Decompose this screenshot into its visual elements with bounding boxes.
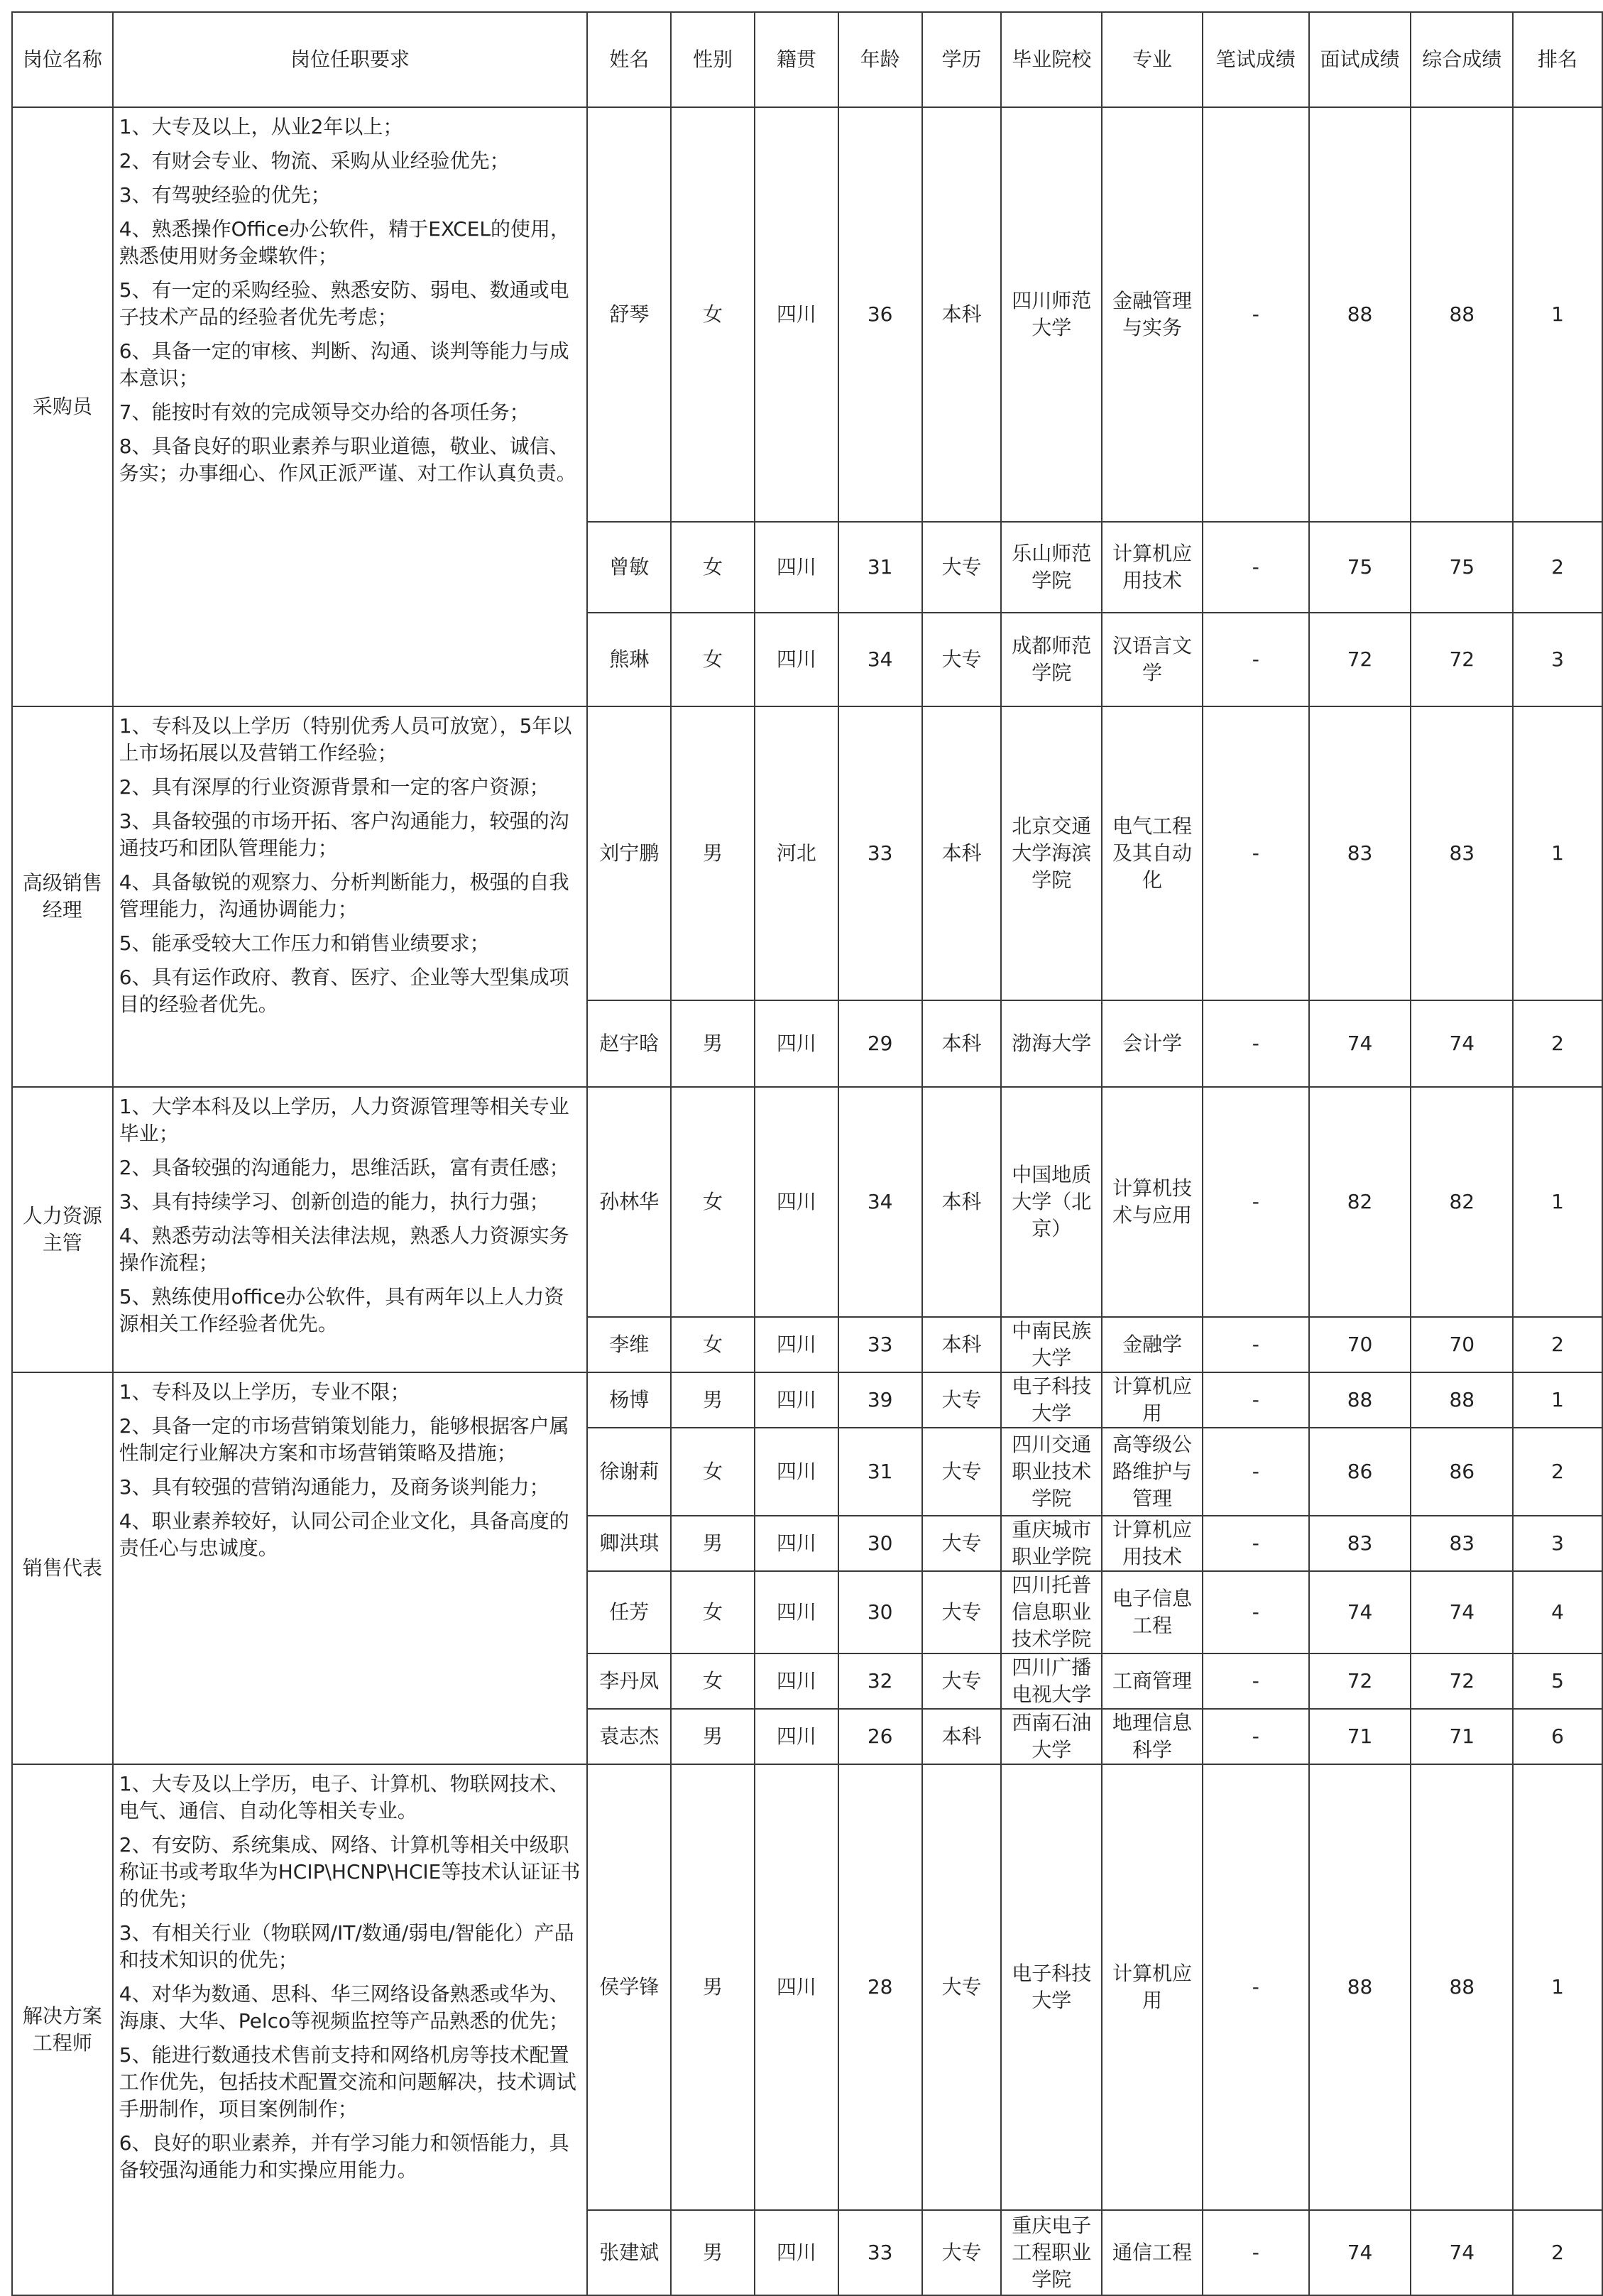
origin: 四川 [755, 613, 838, 706]
gender: 男 [671, 706, 755, 1000]
major: 计算机技术与应用 [1102, 1087, 1203, 1317]
education: 本科 [922, 107, 1002, 522]
table-row [12, 1087, 1602, 1317]
education: 大专 [922, 1428, 1002, 1516]
gender: 女 [671, 1428, 755, 1516]
rank: 2 [1513, 2210, 1602, 2295]
total-score: 83 [1411, 706, 1513, 1000]
requirement-item: 2、具备一定的市场营销策划能力，能够根据客户属性制定行业解决方案和市场营销策略及措施； [119, 1414, 569, 1465]
major: 计算机应用 [1102, 1372, 1203, 1428]
age: 30 [838, 1516, 922, 1571]
rank: 2 [1513, 1428, 1602, 1516]
age: 33 [838, 2210, 922, 2295]
major: 工商管理 [1102, 1653, 1203, 1709]
candidate-name: 舒琴 [587, 107, 671, 522]
interview-score: 75 [1309, 522, 1411, 613]
written-score: - [1203, 1764, 1309, 2210]
rank: 1 [1513, 1087, 1602, 1317]
major: 金融学 [1102, 1317, 1203, 1372]
total-score: 82 [1411, 1087, 1513, 1317]
origin: 四川 [755, 1653, 838, 1709]
requirement-item: 2、有安防、系统集成、网络、计算机等相关中级职称证书或考取华为HCIP\HCNP\HCIE等技术认证证书的优先； [119, 1833, 581, 1910]
requirement-item: 5、能进行数通技术售前支持和网络机房等技术配置工作优先，包括技术配置交流和问题解决，技术调试手册制作，项目案例制作； [119, 2043, 576, 2121]
candidate-name: 徐谢莉 [587, 1428, 671, 1516]
header-rank: 排名 [1513, 12, 1602, 107]
total-score: 88 [1411, 1372, 1513, 1428]
total-score: 86 [1411, 1428, 1513, 1516]
requirement-item: 8、具备良好的职业素养与职业道德，敬业、诚信、务实；办事细心、作风正派严谨、对工作认真负责。 [119, 434, 576, 485]
requirement-item: 2、具备较强的沟通能力，思维活跃，富有责任感； [119, 1156, 569, 1179]
education: 本科 [922, 1317, 1002, 1372]
written-score: - [1203, 1372, 1309, 1428]
major: 金融管理与实务 [1102, 107, 1203, 522]
education: 大专 [922, 2210, 1002, 2295]
interview-score: 70 [1309, 1317, 1411, 1372]
origin: 四川 [755, 2210, 838, 2295]
candidate-name: 任芳 [587, 1571, 671, 1653]
origin: 四川 [755, 1317, 838, 1372]
major: 计算机应用技术 [1102, 522, 1203, 613]
requirement-item: 1、专科及以上学历，专业不限； [119, 1380, 410, 1404]
rank: 4 [1513, 1571, 1602, 1653]
requirement-item: 5、能承受较大工作压力和销售业绩要求； [119, 931, 490, 955]
rank: 3 [1513, 1516, 1602, 1571]
interview-score: 88 [1309, 1372, 1411, 1428]
major: 汉语言文学 [1102, 613, 1203, 706]
rank: 2 [1513, 522, 1602, 613]
total-score: 72 [1411, 1653, 1513, 1709]
written-score: - [1203, 1087, 1309, 1317]
education: 本科 [922, 1709, 1002, 1764]
position-requirements [113, 107, 588, 706]
origin: 四川 [755, 1428, 838, 1516]
table-body [12, 107, 1602, 2295]
major: 地理信息科学 [1102, 1709, 1203, 1764]
header-interview-score: 面试成绩 [1309, 12, 1411, 107]
requirement-item: 1、大专及以上学历，电子、计算机、物联网技术、电气、通信、自动化等相关专业。 [119, 1772, 569, 1822]
education: 本科 [922, 1087, 1002, 1317]
age: 39 [838, 1372, 922, 1428]
age: 34 [838, 1087, 922, 1317]
school: 西南石油大学 [1001, 1709, 1102, 1764]
age: 31 [838, 1428, 922, 1516]
position-name: 高级销售经理 [12, 706, 113, 1087]
requirement-item: 3、有驾驶经验的优先； [119, 183, 331, 207]
position-requirements [113, 1087, 588, 1372]
school: 乐山师范学院 [1001, 522, 1102, 613]
requirement-item: 3、有相关行业（物联网/IT/数通/弱电/智能化）产品和技术知识的优先； [119, 1921, 574, 1972]
header-written-score: 笔试成绩 [1203, 12, 1309, 107]
interview-score: 72 [1309, 613, 1411, 706]
interview-score: 74 [1309, 1000, 1411, 1087]
requirement-item: 1、专科及以上学历（特别优秀人员可放宽），5年以上市场拓展以及营销工作经验； [119, 714, 572, 765]
written-score: - [1203, 706, 1309, 1000]
school: 重庆电子工程职业学院 [1001, 2210, 1102, 2295]
school: 成都师范学院 [1001, 613, 1102, 706]
education: 本科 [922, 706, 1002, 1000]
major: 电气工程及其自动化 [1102, 706, 1203, 1000]
interview-score: 71 [1309, 1709, 1411, 1764]
rank: 1 [1513, 1372, 1602, 1428]
total-score: 74 [1411, 1000, 1513, 1087]
requirement-item: 5、熟练使用office办公软件，具有两年以上人力资源相关工作经验者优先。 [119, 1285, 564, 1335]
origin: 四川 [755, 1764, 838, 2210]
major: 计算机应用 [1102, 1764, 1203, 2210]
interview-score: 82 [1309, 1087, 1411, 1317]
gender: 男 [671, 1709, 755, 1764]
candidate-name: 李维 [587, 1317, 671, 1372]
age: 36 [838, 107, 922, 522]
rank: 3 [1513, 613, 1602, 706]
table-row [12, 1764, 1602, 2210]
school: 中南民族大学 [1001, 1317, 1102, 1372]
age: 32 [838, 1653, 922, 1709]
candidate-name: 侯学锋 [587, 1764, 671, 2210]
written-score: - [1203, 1317, 1309, 1372]
age: 31 [838, 522, 922, 613]
origin: 四川 [755, 1087, 838, 1317]
table-row [12, 1372, 1602, 1428]
education: 大专 [922, 1372, 1002, 1428]
origin: 河北 [755, 706, 838, 1000]
written-score: - [1203, 1516, 1309, 1571]
header-position: 岗位名称 [12, 12, 113, 107]
candidate-name: 袁志杰 [587, 1709, 671, 1764]
origin: 四川 [755, 1571, 838, 1653]
candidate-name: 熊琳 [587, 613, 671, 706]
total-score: 72 [1411, 613, 1513, 706]
position-name: 人力资源主管 [12, 1087, 113, 1372]
written-score: - [1203, 1428, 1309, 1516]
rank: 1 [1513, 107, 1602, 522]
total-score: 75 [1411, 522, 1513, 613]
gender: 男 [671, 2210, 755, 2295]
requirement-item: 4、具备敏锐的观察力、分析判断能力，极强的自我管理能力，沟通协调能力； [119, 870, 569, 921]
major: 计算机应用技术 [1102, 1516, 1203, 1571]
total-score: 70 [1411, 1317, 1513, 1372]
interview-score: 74 [1309, 2210, 1411, 2295]
table-row [12, 107, 1602, 522]
age: 33 [838, 706, 922, 1000]
gender: 男 [671, 1764, 755, 2210]
rank: 5 [1513, 1653, 1602, 1709]
gender: 男 [671, 1000, 755, 1087]
total-score: 74 [1411, 1571, 1513, 1653]
education: 本科 [922, 1000, 1002, 1087]
education: 大专 [922, 1571, 1002, 1653]
header-row [12, 12, 1602, 107]
requirement-item: 6、良好的职业素养，并有学习能力和领悟能力，具备较强沟通能力和实操应用能力。 [119, 2131, 569, 2182]
gender: 男 [671, 1372, 755, 1428]
requirement-item: 1、大专及以上，从业2年以上； [119, 115, 403, 138]
position-requirements [113, 1764, 588, 2295]
header-age: 年龄 [838, 12, 922, 107]
age: 28 [838, 1764, 922, 2210]
position-requirements [113, 1372, 588, 1764]
total-score: 83 [1411, 1516, 1513, 1571]
header-major: 专业 [1102, 12, 1203, 107]
requirement-item: 5、有一定的采购经验、熟悉安防、弱电、数通或电子技术产品的经验者优先考虑； [119, 278, 569, 329]
requirement-item: 6、具备一定的审核、判断、沟通、谈判等能力与成本意识； [119, 339, 569, 390]
requirement-item: 6、具有运作政府、教育、医疗、企业等大型集成项目的经验者优先。 [119, 966, 569, 1016]
gender: 女 [671, 107, 755, 522]
interview-score: 83 [1309, 1516, 1411, 1571]
candidate-name: 赵宇晗 [587, 1000, 671, 1087]
education: 大专 [922, 613, 1002, 706]
position-requirements [113, 706, 588, 1087]
header-total-score: 综合成绩 [1411, 12, 1513, 107]
school: 北京交通大学海滨学院 [1001, 706, 1102, 1000]
major: 电子信息工程 [1102, 1571, 1203, 1653]
age: 30 [838, 1571, 922, 1653]
recruitment-results-table [11, 11, 1603, 2296]
school: 电子科技大学 [1001, 1372, 1102, 1428]
position-name: 解决方案工程师 [12, 1764, 113, 2295]
candidate-name: 卿洪琪 [587, 1516, 671, 1571]
school: 重庆城市职业学院 [1001, 1516, 1102, 1571]
education: 大专 [922, 1516, 1002, 1571]
total-score: 88 [1411, 107, 1513, 522]
school: 电子科技大学 [1001, 1764, 1102, 2210]
gender: 女 [671, 1087, 755, 1317]
written-score: - [1203, 107, 1309, 522]
gender: 男 [671, 1516, 755, 1571]
age: 33 [838, 1317, 922, 1372]
major: 通信工程 [1102, 2210, 1203, 2295]
school: 四川师范大学 [1001, 107, 1102, 522]
requirement-item: 4、对华为数通、思科、华三网络设备熟悉或华为、海康、大华、Pelco等视频监控等产品熟悉的优先； [119, 1982, 569, 2033]
origin: 四川 [755, 522, 838, 613]
total-score: 71 [1411, 1709, 1513, 1764]
rank: 1 [1513, 706, 1602, 1000]
position-name: 销售代表 [12, 1372, 113, 1764]
header-name: 姓名 [587, 12, 671, 107]
education: 大专 [922, 1764, 1002, 2210]
gender: 女 [671, 1317, 755, 1372]
origin: 四川 [755, 1372, 838, 1428]
interview-score: 74 [1309, 1571, 1411, 1653]
candidate-name: 刘宁鹏 [587, 706, 671, 1000]
age: 29 [838, 1000, 922, 1087]
rank: 2 [1513, 1000, 1602, 1087]
written-score: - [1203, 522, 1309, 613]
written-score: - [1203, 1000, 1309, 1087]
interview-score: 88 [1309, 107, 1411, 522]
origin: 四川 [755, 107, 838, 522]
interview-score: 88 [1309, 1764, 1411, 2210]
header-school: 毕业院校 [1001, 12, 1102, 107]
total-score: 88 [1411, 1764, 1513, 2210]
requirement-item: 7、能按时有效的完成领导交办给的各项任务； [119, 400, 530, 424]
gender: 女 [671, 613, 755, 706]
origin: 四川 [755, 1709, 838, 1764]
major: 会计学 [1102, 1000, 1203, 1087]
interview-score: 86 [1309, 1428, 1411, 1516]
candidate-name: 曾敏 [587, 522, 671, 613]
gender: 女 [671, 1571, 755, 1653]
gender: 女 [671, 1653, 755, 1709]
written-score: - [1203, 613, 1309, 706]
written-score: - [1203, 1653, 1309, 1709]
written-score: - [1203, 1709, 1309, 1764]
requirement-item: 3、具有较强的营销沟通能力，及商务谈判能力； [119, 1475, 549, 1499]
requirement-item: 1、大学本科及以上学历，人力资源管理等相关专业毕业； [119, 1095, 569, 1145]
school: 中国地质大学（北京） [1001, 1087, 1102, 1317]
requirement-item: 4、熟悉操作Office办公软件，精于EXCEL的使用，熟悉使用财务金蝶软件； [119, 217, 570, 268]
candidate-name: 张建斌 [587, 2210, 671, 2295]
header-requirements: 岗位任职要求 [113, 12, 588, 107]
requirement-item: 3、具备较强的市场开拓、客户沟通能力，较强的沟通技巧和团队管理能力； [119, 809, 569, 860]
written-score: - [1203, 2210, 1309, 2295]
age: 26 [838, 1709, 922, 1764]
rank: 2 [1513, 1317, 1602, 1372]
age: 34 [838, 613, 922, 706]
candidate-name: 李丹凤 [587, 1653, 671, 1709]
education: 大专 [922, 1653, 1002, 1709]
results-table-wrapper [11, 11, 1603, 2296]
rank: 6 [1513, 1709, 1602, 1764]
school: 渤海大学 [1001, 1000, 1102, 1087]
candidate-name: 杨博 [587, 1372, 671, 1428]
education: 大专 [922, 522, 1002, 613]
requirement-item: 4、职业素养较好，认同公司企业文化，具备高度的责任心与忠诚度。 [119, 1509, 569, 1560]
school: 四川托普信息职业技术学院 [1001, 1571, 1102, 1653]
requirement-item: 2、具有深厚的行业资源背景和一定的客户资源； [119, 775, 549, 799]
rank: 1 [1513, 1764, 1602, 2210]
position-name: 采购员 [12, 107, 113, 706]
requirement-item: 3、具有持续学习、创新创造的能力，执行力强； [119, 1190, 549, 1213]
school: 四川交通职业技术学院 [1001, 1428, 1102, 1516]
header-gender: 性别 [671, 12, 755, 107]
interview-score: 72 [1309, 1653, 1411, 1709]
written-score: - [1203, 1571, 1309, 1653]
interview-score: 83 [1309, 706, 1411, 1000]
table-row [12, 706, 1602, 1000]
gender: 女 [671, 522, 755, 613]
header-origin: 籍贯 [755, 12, 838, 107]
school: 四川广播电视大学 [1001, 1653, 1102, 1709]
requirement-item: 2、有财会专业、物流、采购从业经验优先； [119, 149, 510, 173]
origin: 四川 [755, 1000, 838, 1087]
candidate-name: 孙林华 [587, 1087, 671, 1317]
header-education: 学历 [922, 12, 1002, 107]
requirement-item: 4、熟悉劳动法等相关法律法规，熟悉人力资源实务操作流程； [119, 1224, 569, 1274]
total-score: 74 [1411, 2210, 1513, 2295]
origin: 四川 [755, 1516, 838, 1571]
major: 高等级公路维护与管理 [1102, 1428, 1203, 1516]
